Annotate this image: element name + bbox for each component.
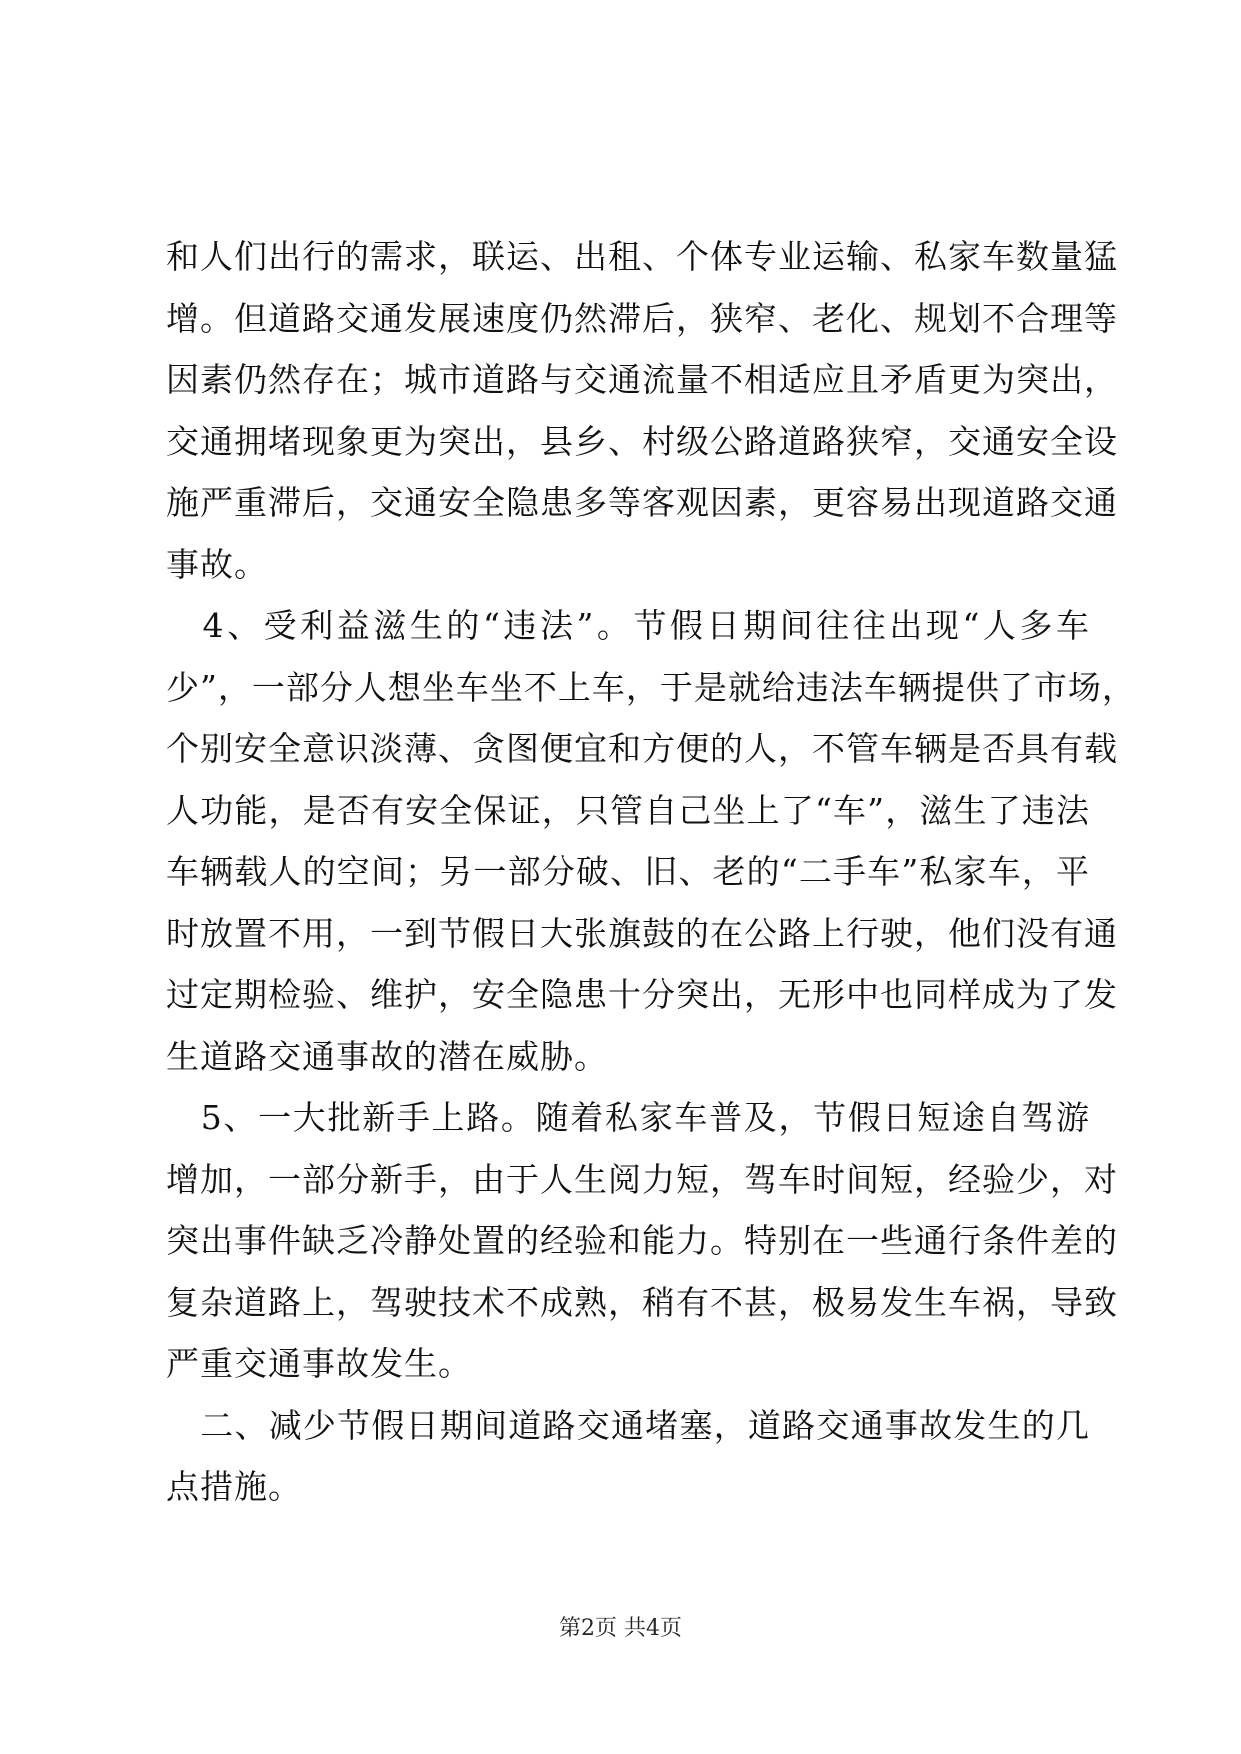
text-line: 少”，一部分人想坐车坐不上车，于是就给违法车辆提供了市场， — [166, 667, 1136, 707]
text-line: 严重交通事故发生。 — [166, 1344, 472, 1383]
text-line: 和人们出行的需求，联运、出租、个体专业运输、私家车数量猛 — [166, 237, 1118, 276]
text-line: 个别安全意识淡薄、贪图便宜和方便的人，不管车辆是否具有载 — [166, 729, 1118, 768]
text-line: 4、受利益滋生的“违法”。节假日期间往往出现“人多车 — [166, 606, 1090, 645]
text-line: 增加，一部分新手，由于人生阅力短，驾车时间短，经验少，对 — [166, 1159, 1118, 1199]
text-line: 事故。 — [166, 544, 268, 584]
text-line: 施严重滞后，交通安全隐患多等客观因素，更容易出现道路交通 — [166, 483, 1118, 522]
text-line: 二、减少节假日期间道路交通堵塞，道路交通事故发生的几 — [166, 1405, 1090, 1445]
paragraph-point-5 — [166, 1087, 1118, 1395]
text-line: 交通拥堵现象更为突出，县乡、村级公路道路狭窄，交通安全设 — [166, 421, 1118, 461]
text-line: 点措施。 — [166, 1467, 302, 1506]
text-line: 人功能，是否有安全保证，只管自己坐上了“车”，滋生了违法 — [166, 790, 1090, 830]
text-line: 突出事件缺乏冷静处置的经验和能力。特别在一些通行条件差的 — [166, 1221, 1118, 1260]
text-line: 过定期检验、维护，安全隐患十分突出，无形中也同样成为了发 — [166, 975, 1118, 1014]
text-line: 因素仍然存在；城市道路与交通流量不相适应且矛盾更为突出， — [166, 360, 1118, 399]
text-line: 5、一大批新手上路。随着私家车普及，节假日短途自驾游 — [166, 1098, 1090, 1137]
page-number: 第2页 共4页 — [559, 1616, 682, 1641]
paragraph-point-4 — [166, 595, 1136, 1087]
text-line: 复杂道路上，驾驶技术不成熟，稍有不甚，极易发生车祸，导致 — [166, 1282, 1118, 1322]
section-heading-measures — [166, 1395, 1090, 1518]
text-line: 增。但道路交通发展速度仍然滞后，狭窄、老化、规划不合理等 — [166, 298, 1118, 338]
text-line: 生道路交通事故的潜在威胁。 — [166, 1036, 608, 1076]
text-line: 时放置不用，一到节假日大张旗鼓的在公路上行驶，他们没有通 — [166, 913, 1118, 953]
text-line: 车辆载人的空间；另一部分破、旧、老的“二手车”私家车，平 — [166, 852, 1090, 891]
paragraph-road-conditions — [166, 226, 1118, 595]
document-body — [166, 226, 1136, 1518]
